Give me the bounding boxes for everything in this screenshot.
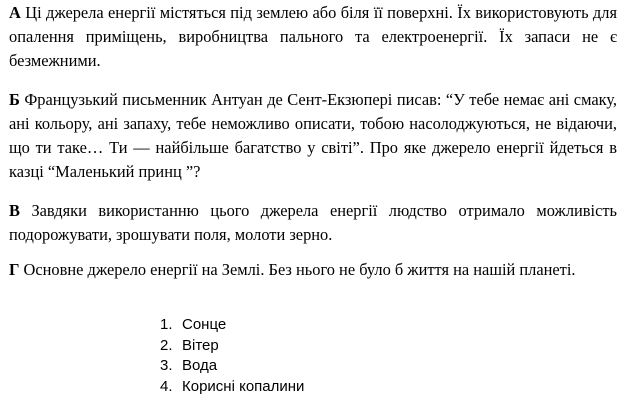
paragraph-g — [9, 258, 617, 282]
paragraph-v — [9, 199, 617, 247]
answer-option-label: Сонце — [182, 316, 227, 333]
paragraph-v-letter: В — [9, 201, 20, 220]
answer-option — [160, 356, 304, 377]
paragraph-a-letter: А — [9, 3, 21, 22]
answer-option-number: 3. — [160, 357, 173, 374]
paragraph-a-text: Ці джерела енергії містяться під землею або біля її поверхні. Їх використовують для опалення приміщень, виробництва пального та електроенергії. Їх запаси не є безмежними. — [9, 3, 617, 70]
answer-options-list — [160, 315, 304, 397]
paragraph-a — [9, 1, 617, 73]
answer-option-number: 2. — [160, 336, 173, 354]
answer-option-label: Вода — [182, 357, 218, 374]
answer-option-number: 1. — [160, 316, 173, 333]
answer-option — [160, 377, 304, 398]
paragraph-b — [9, 88, 617, 184]
answer-option-label: Корисні копалини — [182, 377, 305, 395]
paragraph-v-text: Завдяки використанню цього джерела енергії людство отримало можливість подорожувати, зрошувати поля, молоти зерно. — [9, 201, 617, 244]
paragraph-g-letter: Г — [9, 260, 20, 279]
answer-option-label: Вітер — [182, 336, 219, 354]
paragraph-g-text: Основне джерело енергії на Землі. Без нього не було б життя на нашій планеті. — [23, 260, 576, 279]
answer-option-number: 4. — [160, 377, 173, 395]
paragraph-b-letter: Б — [9, 90, 20, 109]
paragraph-b-text: Французький письменник Антуан де Сент-Екзюпері писав: “У тебе немає ані смаку, ані кольору, ані запаху, тебе неможливо описати, тобою насолоджуються, не відаючи, що ти таке… Ти — найбільше багатство у світі”. Про яке джерело енергії йдеться в казці “Маленький принц ”? — [9, 90, 617, 181]
answer-option — [160, 315, 304, 336]
answer-option — [160, 336, 304, 357]
